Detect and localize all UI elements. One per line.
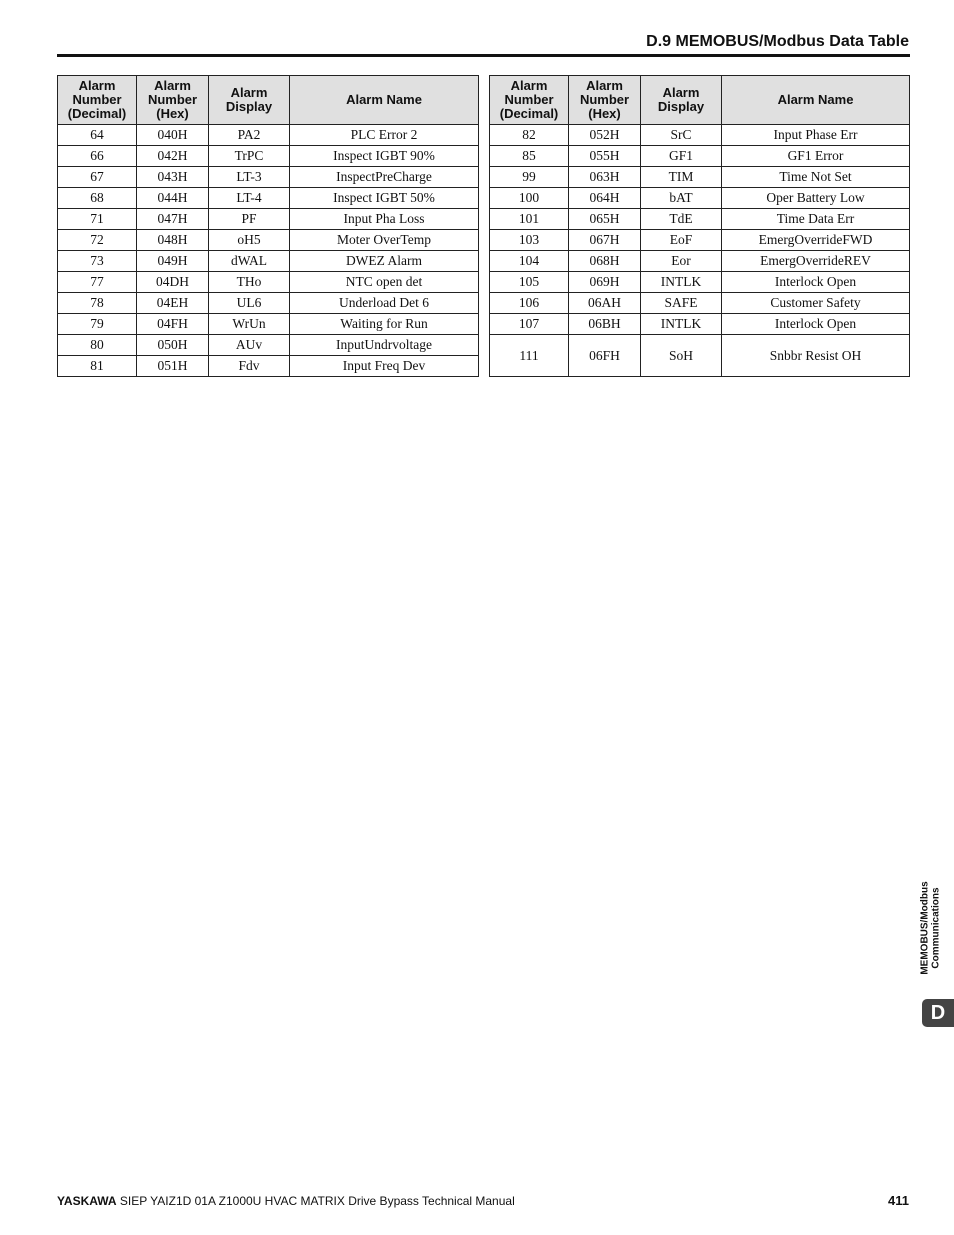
cell-decimal: 78 xyxy=(58,293,137,314)
table-row xyxy=(58,356,479,377)
table-row xyxy=(58,125,479,146)
cell-alarm-name: DWEZ Alarm xyxy=(290,251,479,272)
cell-decimal: 99 xyxy=(490,167,569,188)
cell-decimal: 103 xyxy=(490,230,569,251)
cell-hex: 055H xyxy=(569,146,641,167)
cell-alarm-name: Snbbr Resist OH xyxy=(722,335,910,377)
cell-display: TdE xyxy=(641,209,722,230)
table-row xyxy=(58,230,479,251)
cell-decimal: 82 xyxy=(490,125,569,146)
chapter-letter-badge: D xyxy=(922,999,954,1027)
cell-alarm-name: Input Pha Loss xyxy=(290,209,479,230)
cell-alarm-name: GF1 Error xyxy=(722,146,910,167)
col-header-display: Alarm Display xyxy=(641,76,722,125)
cell-alarm-name: Input Phase Err xyxy=(722,125,910,146)
cell-hex: 067H xyxy=(569,230,641,251)
col-header-decimal: Alarm Number (Decimal) xyxy=(58,76,137,125)
cell-decimal: 80 xyxy=(58,335,137,356)
cell-display: SrC xyxy=(641,125,722,146)
cell-display: PA2 xyxy=(209,125,290,146)
cell-display: TrPC xyxy=(209,146,290,167)
cell-alarm-name: NTC open det xyxy=(290,272,479,293)
cell-decimal: 71 xyxy=(58,209,137,230)
cell-display: PF xyxy=(209,209,290,230)
side-tab-line2: Communications xyxy=(931,886,943,969)
table-row xyxy=(58,167,479,188)
table-row xyxy=(490,188,910,209)
cell-display: LT-4 xyxy=(209,188,290,209)
table-row xyxy=(58,293,479,314)
cell-decimal: 67 xyxy=(58,167,137,188)
cell-hex: 047H xyxy=(137,209,209,230)
cell-hex: 04DH xyxy=(137,272,209,293)
cell-display: AUv xyxy=(209,335,290,356)
cell-display: LT-3 xyxy=(209,167,290,188)
table-row xyxy=(58,251,479,272)
cell-hex: 044H xyxy=(137,188,209,209)
cell-decimal: 79 xyxy=(58,314,137,335)
cell-display: oH5 xyxy=(209,230,290,251)
cell-display: UL6 xyxy=(209,293,290,314)
cell-display: bAT xyxy=(641,188,722,209)
cell-alarm-name: EmergOverrideREV xyxy=(722,251,910,272)
cell-hex: 052H xyxy=(569,125,641,146)
cell-alarm-name: Inspect IGBT 90% xyxy=(290,146,479,167)
cell-alarm-name: Interlock Open xyxy=(722,272,910,293)
footer-document-title xyxy=(57,1194,515,1208)
table-row xyxy=(490,125,910,146)
cell-alarm-name: Underload Det 6 xyxy=(290,293,479,314)
cell-hex: 063H xyxy=(569,167,641,188)
cell-decimal: 66 xyxy=(58,146,137,167)
cell-display: TIM xyxy=(641,167,722,188)
cell-alarm-name: Moter OverTemp xyxy=(290,230,479,251)
cell-display: dWAL xyxy=(209,251,290,272)
table-row xyxy=(490,293,910,314)
table-row xyxy=(58,209,479,230)
table-row xyxy=(58,314,479,335)
cell-display: INTLK xyxy=(641,314,722,335)
cell-alarm-name: Time Data Err xyxy=(722,209,910,230)
cell-hex: 049H xyxy=(137,251,209,272)
cell-decimal: 104 xyxy=(490,251,569,272)
col-header-hex: Alarm Number (Hex) xyxy=(569,76,641,125)
cell-decimal: 111 xyxy=(490,335,569,377)
page-header-title: D.9 MEMOBUS/Modbus Data Table xyxy=(646,33,909,50)
cell-display: THo xyxy=(209,272,290,293)
cell-decimal: 68 xyxy=(58,188,137,209)
table-row xyxy=(58,335,479,356)
table-header-row xyxy=(490,76,910,125)
page-number: 411 xyxy=(888,1193,909,1208)
side-tab-line1: MEMOBUS/Modbus xyxy=(920,880,932,975)
cell-decimal: 73 xyxy=(58,251,137,272)
alarm-table-left xyxy=(57,75,479,377)
cell-decimal: 72 xyxy=(58,230,137,251)
cell-decimal: 107 xyxy=(490,314,569,335)
table-row xyxy=(490,335,910,377)
cell-decimal: 85 xyxy=(490,146,569,167)
cell-display: Eor xyxy=(641,251,722,272)
cell-hex: 065H xyxy=(569,209,641,230)
cell-alarm-name: PLC Error 2 xyxy=(290,125,479,146)
cell-decimal: 105 xyxy=(490,272,569,293)
col-header-hex: Alarm Number (Hex) xyxy=(137,76,209,125)
cell-alarm-name: Input Freq Dev xyxy=(290,356,479,377)
cell-decimal: 81 xyxy=(58,356,137,377)
cell-display: Fdv xyxy=(209,356,290,377)
table-row xyxy=(490,251,910,272)
cell-display: SAFE xyxy=(641,293,722,314)
cell-alarm-name: Time Not Set xyxy=(722,167,910,188)
col-header-display: Alarm Display xyxy=(209,76,290,125)
cell-decimal: 106 xyxy=(490,293,569,314)
cell-hex: 050H xyxy=(137,335,209,356)
cell-alarm-name: Oper Battery Low xyxy=(722,188,910,209)
cell-hex: 048H xyxy=(137,230,209,251)
cell-hex: 040H xyxy=(137,125,209,146)
cell-alarm-name: Interlock Open xyxy=(722,314,910,335)
cell-hex: 069H xyxy=(569,272,641,293)
table-row xyxy=(490,146,910,167)
col-header-name: Alarm Name xyxy=(722,76,910,125)
col-header-name: Alarm Name xyxy=(290,76,479,125)
cell-hex: 04FH xyxy=(137,314,209,335)
cell-alarm-name: Customer Safety xyxy=(722,293,910,314)
header-rule xyxy=(57,54,910,57)
cell-display: INTLK xyxy=(641,272,722,293)
cell-decimal: 64 xyxy=(58,125,137,146)
footer-brand: YASKAWA xyxy=(57,1194,117,1208)
cell-hex: 06FH xyxy=(569,335,641,377)
cell-alarm-name: InputUndrvoltage xyxy=(290,335,479,356)
cell-decimal: 77 xyxy=(58,272,137,293)
cell-hex: 051H xyxy=(137,356,209,377)
cell-alarm-name: Waiting for Run xyxy=(290,314,479,335)
table-row xyxy=(490,209,910,230)
table-row xyxy=(58,146,479,167)
table-row xyxy=(490,272,910,293)
footer-doc: SIEP YAIZ1D 01A Z1000U HVAC MATRIX Drive Bypass Technical Manual xyxy=(116,1194,515,1208)
cell-display: GF1 xyxy=(641,146,722,167)
table-row xyxy=(490,167,910,188)
cell-alarm-name: Inspect IGBT 50% xyxy=(290,188,479,209)
cell-display: SoH xyxy=(641,335,722,377)
cell-display: WrUn xyxy=(209,314,290,335)
cell-alarm-name: EmergOverrideFWD xyxy=(722,230,910,251)
table-header-row xyxy=(58,76,479,125)
side-tab-chapter-label xyxy=(920,870,942,985)
cell-display: EoF xyxy=(641,230,722,251)
cell-hex: 06AH xyxy=(569,293,641,314)
table-row xyxy=(58,188,479,209)
table-row xyxy=(490,314,910,335)
cell-hex: 068H xyxy=(569,251,641,272)
alarm-table-right xyxy=(489,75,910,377)
table-row xyxy=(58,272,479,293)
cell-alarm-name: InspectPreCharge xyxy=(290,167,479,188)
cell-hex: 043H xyxy=(137,167,209,188)
col-header-decimal: Alarm Number (Decimal) xyxy=(490,76,569,125)
cell-decimal: 100 xyxy=(490,188,569,209)
cell-decimal: 101 xyxy=(490,209,569,230)
cell-hex: 06BH xyxy=(569,314,641,335)
cell-hex: 04EH xyxy=(137,293,209,314)
cell-hex: 064H xyxy=(569,188,641,209)
cell-hex: 042H xyxy=(137,146,209,167)
table-row xyxy=(490,230,910,251)
